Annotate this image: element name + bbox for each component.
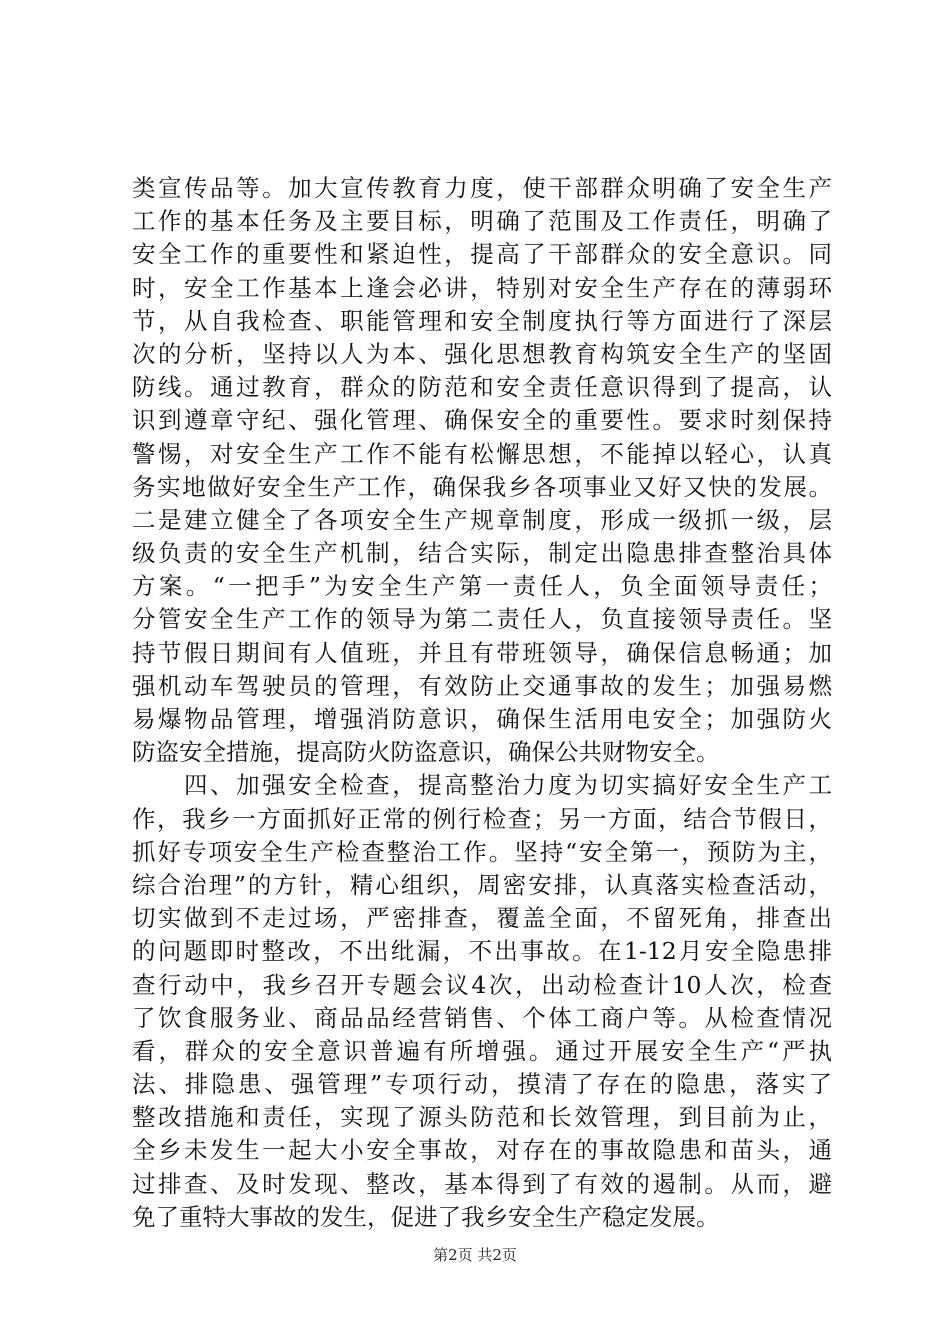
- text-line: 查行动中，我乡召开专题会议4次，出动检查计10人次，检查: [132, 970, 832, 999]
- text-line: 类宣传品等。加大宣传教育力度，使干部群众明确了安全生产: [132, 174, 832, 202]
- document-body: [132, 172, 832, 1234]
- text-line: 抓好专项安全生产检查整治工作。坚持“安全第一，预防为主，: [132, 837, 832, 866]
- text-line: 方案。“一把手”为安全生产第一责任人，负全面领导责任；: [132, 572, 832, 601]
- text-line: 次的分析，坚持以人为本、强化思想教育构筑安全生产的坚固: [132, 339, 832, 368]
- text-line: 切实做到不走过场，严密排查，覆盖全面，不留死角，排查出: [132, 904, 832, 933]
- text-line: 易爆物品管理，增强消防意识，确保生活用电安全；加强防火: [132, 705, 832, 733]
- text-line: 二是建立健全了各项安全生产规章制度，形成一级抓一级，层: [132, 505, 832, 534]
- text-line: 识到遵章守纪、强化管理、确保安全的重要性。要求时刻保持: [132, 406, 832, 435]
- text-line: 分管安全生产工作的领导为第二责任人，负直接领导责任。坚: [132, 605, 832, 634]
- text-line: 节，从自我检查、职能管理和安全制度执行等方面进行了深层: [132, 306, 832, 335]
- text-line: 防线。通过教育，群众的防范和安全责任意识得到了提高，认: [132, 373, 832, 402]
- text-line: 了饮食服务业、商品品经营销售、个体工商户等。从检查情况: [132, 1003, 832, 1032]
- text-line: 整改措施和责任，实现了源头防范和长效管理，到目前为止，: [132, 1103, 832, 1132]
- text-line: 工作的基本任务及主要目标，明确了范围及工作责任，明确了: [132, 207, 832, 236]
- page-footer: 第2页 共2页: [433, 1246, 517, 1264]
- text-line: 全乡未发生一起大小安全事故，对存在的事故隐患和苗头，通: [132, 1136, 832, 1165]
- text-line: 安全工作的重要性和紧迫性，提高了干部群众的安全意识。同: [132, 240, 832, 269]
- text-line: 务实地做好安全生产工作，确保我乡各项事业又好又快的发展。: [132, 472, 832, 501]
- text-line: 强机动车驾驶员的管理，有效防止交通事故的发生；加强易燃: [132, 671, 832, 700]
- text-line: 持节假日期间有人值班，并且有带班领导，确保信息畅通；加: [132, 638, 832, 667]
- text-line: 警惕，对安全生产工作不能有松懈思想，不能掉以轻心，认真: [132, 439, 832, 468]
- text-line: 四、加强安全检查，提高整治力度为切实搞好安全生产工: [132, 771, 832, 800]
- text-line: 法、排隐患、强管理”专项行动，摸清了存在的隐患，落实了: [132, 1070, 832, 1099]
- text-line: 的问题即时整改，不出纰漏，不出事故。在1-12月安全隐患排: [132, 937, 832, 966]
- text-line: 级负责的安全生产机制，结合实际，制定出隐患排查整治具体: [132, 539, 832, 568]
- text-line: 看，群众的安全意识普遍有所增强。通过开展安全生产“严执: [132, 1036, 832, 1065]
- text-line: 作，我乡一方面抓好正常的例行检查；另一方面，结合节假日，: [132, 804, 832, 833]
- text-line: 防盗安全措施，提高防火防盗意识，确保公共财物安全。: [132, 738, 720, 767]
- text-line: 免了重特大事故的发生，促进了我乡安全生产稳定发展。: [132, 1202, 720, 1231]
- text-line: 过排查、及时发现、整改，基本得到了有效的遏制。从而，避: [132, 1169, 832, 1198]
- text-line: 综合治理”的方针，精心组织，周密安排，认真落实检查活动，: [132, 870, 832, 899]
- text-line: 时，安全工作基本上逢会必讲，特别对安全生产存在的薄弱环: [132, 273, 832, 302]
